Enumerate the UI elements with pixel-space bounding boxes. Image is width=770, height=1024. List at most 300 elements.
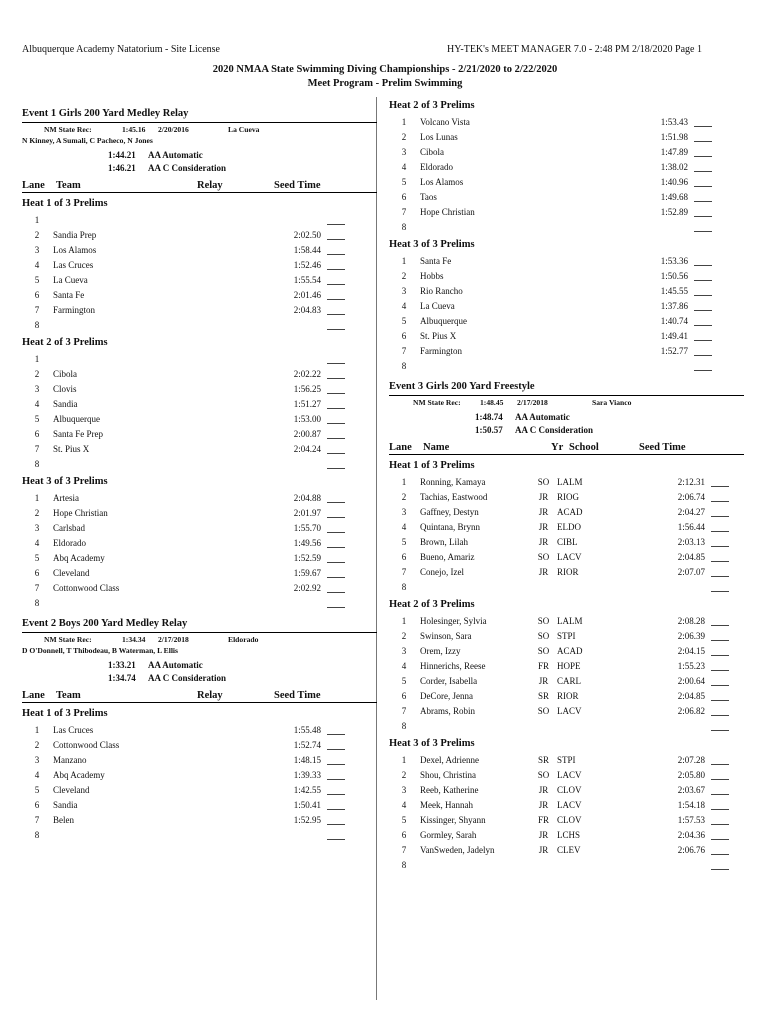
school-code: CLOV: [557, 784, 582, 795]
team-name: Hope Christian: [53, 507, 108, 518]
seed-time: 1:37.86: [660, 300, 688, 311]
swimmer-name: VanSweden, Jadelyn: [420, 844, 495, 855]
heat-label: Heat 3 of 3 Prelims: [389, 738, 475, 749]
seed-time: 1:53.00: [293, 413, 321, 424]
lane-number: 8: [34, 829, 40, 840]
team-name: Los Lunas: [420, 131, 458, 142]
seed-time: 2:02.50: [293, 229, 321, 240]
meet-title: 2020 NMAA State Swimming Diving Championships - 2/21/2020 to 2/22/2020: [212, 64, 558, 75]
header-lane: Lane: [389, 442, 412, 453]
column-headers: [22, 180, 377, 193]
standard-time: 1:34.74: [108, 673, 136, 683]
swimmer-name: Tachias, Eastwood: [420, 491, 488, 502]
record-date: 2/17/2018: [158, 635, 189, 644]
heat-label: Heat 3 of 3 Prelims: [389, 239, 475, 250]
result-blank-line: [711, 552, 729, 562]
lane-row: [22, 227, 377, 242]
team-name: Volcano Vista: [420, 116, 470, 127]
qualifying-standard: [475, 424, 744, 437]
result-blank-line: [694, 301, 712, 311]
seed-time: 1:56.44: [677, 521, 705, 532]
result-blank-line: [694, 331, 712, 341]
standard-time: 1:50.57: [475, 425, 503, 435]
lane-row: [389, 283, 744, 298]
result-blank-line: [327, 290, 345, 300]
state-record: [22, 635, 377, 644]
team-name: Manzano: [53, 754, 87, 765]
swimmer-year: SO: [537, 476, 550, 487]
record-date: 2/17/2018: [517, 398, 548, 407]
school-code: LACV: [557, 705, 582, 716]
standard-time: 1:44.21: [108, 150, 136, 160]
seed-time: 2:06.76: [677, 844, 705, 855]
record-label: NM State Rec:: [413, 398, 461, 407]
header-team: Team: [56, 180, 81, 191]
swimmer-name: Meek, Hannah: [420, 799, 473, 810]
seed-time: 2:06.39: [677, 630, 705, 641]
result-blank-line: [711, 537, 729, 547]
lane-number: 1: [401, 754, 407, 765]
team-name: Clovis: [53, 383, 77, 394]
swimmer-name: Holesinger, Sylvia: [420, 615, 487, 626]
result-blank-line: [711, 706, 729, 716]
document-title: [0, 63, 770, 91]
lane-number: 8: [34, 458, 40, 469]
team-name: Santa Fe: [420, 255, 452, 266]
lane-row: [389, 842, 744, 857]
lane-row: [389, 857, 744, 872]
team-name: Eldorado: [53, 537, 86, 548]
swimmer-name: DeCore, Jenna: [420, 690, 473, 701]
swimmer-name: Dexel, Adrienne: [420, 754, 479, 765]
seed-time: 1:52.77: [660, 345, 688, 356]
school-code: CLOV: [557, 814, 582, 825]
result-blank-line: [711, 567, 729, 577]
swimmer-name: Gaffney, Destyn: [420, 506, 479, 517]
lane-number: 3: [401, 285, 407, 296]
lane-number: 1: [401, 116, 407, 127]
lane-number: 2: [34, 507, 40, 518]
seed-time: 2:01.46: [293, 289, 321, 300]
team-name: Cibola: [53, 368, 77, 379]
record-holder: Eldorado: [228, 635, 259, 644]
lane-row: [22, 381, 377, 396]
lane-number: 3: [401, 146, 407, 157]
lane-number: 7: [34, 582, 40, 593]
header-seed-time: Seed Time: [274, 690, 321, 701]
result-blank-line: [327, 800, 345, 810]
swimmer-year: JR: [538, 799, 549, 810]
swimmer-name: Swinson, Sara: [420, 630, 472, 641]
lane-row: [389, 474, 744, 489]
team-name: Abq Academy: [53, 769, 105, 780]
swimmer-name: Ronning, Kamaya: [420, 476, 486, 487]
result-blank-line: [711, 631, 729, 641]
swimmer-year: SO: [537, 551, 550, 562]
team-name: Belen: [53, 814, 74, 825]
result-blank-line: [327, 725, 345, 735]
lane-row: [389, 129, 744, 144]
seed-time: 2:04.27: [677, 506, 705, 517]
result-blank-line: [711, 676, 729, 686]
seed-time: 2:03.67: [677, 784, 705, 795]
lane-row: [22, 737, 377, 752]
lane-row: [22, 287, 377, 302]
lane-number: 5: [34, 274, 40, 285]
seed-time: 1:52.46: [293, 259, 321, 270]
result-blank-line: [327, 598, 345, 608]
school-code: STPI: [557, 754, 576, 765]
result-blank-line: [711, 492, 729, 502]
school-code: RIOG: [557, 491, 579, 502]
result-blank-line: [694, 286, 712, 296]
seed-time: 2:00.87: [293, 428, 321, 439]
lane-number: 8: [401, 720, 407, 731]
result-blank-line: [327, 444, 345, 454]
school-code: LALM: [557, 615, 583, 626]
lane-number: 7: [401, 566, 407, 577]
lane-number: 1: [34, 353, 40, 364]
lane-row: [22, 580, 377, 595]
result-blank-line: [327, 429, 345, 439]
seed-time: 2:01.97: [293, 507, 321, 518]
lane-row: [22, 317, 377, 332]
seed-time: 1:50.56: [660, 270, 688, 281]
lane-number: 4: [401, 300, 407, 311]
standard-time: 1:33.21: [108, 660, 136, 670]
seed-time: 1:59.67: [293, 567, 321, 578]
lane-row: [389, 673, 744, 688]
lane-number: 5: [401, 675, 407, 686]
result-blank-line: [327, 399, 345, 409]
swimmer-year: SO: [537, 645, 550, 656]
seed-time: 2:07.28: [677, 754, 705, 765]
lane-row: [389, 797, 744, 812]
site-license-text: Albuquerque Academy Natatorium - Site License: [22, 44, 220, 55]
seed-time: 2:03.13: [677, 536, 705, 547]
lane-number: 5: [34, 413, 40, 424]
team-name: Las Cruces: [53, 724, 94, 735]
lane-number: 1: [34, 724, 40, 735]
result-blank-line: [694, 316, 712, 326]
result-blank-line: [694, 256, 712, 266]
lane-number: 4: [34, 537, 40, 548]
lane-number: 4: [34, 259, 40, 270]
seed-time: 1:42.55: [293, 784, 321, 795]
seed-time: 1:52.74: [293, 739, 321, 750]
result-blank-line: [327, 740, 345, 750]
lane-number: 6: [401, 829, 407, 840]
lane-row: [22, 302, 377, 317]
event-title: Event 2 Boys 200 Yard Medley Relay: [22, 618, 377, 633]
lane-number: 5: [34, 784, 40, 795]
lane-row: [389, 328, 744, 343]
lane-row: [389, 564, 744, 579]
lane-number: 8: [401, 360, 407, 371]
result-blank-line: [711, 815, 729, 825]
lane-number: 1: [401, 476, 407, 487]
seed-time: 1:52.95: [293, 814, 321, 825]
swimmer-year: JR: [538, 521, 549, 532]
team-name: Cottonwood Class: [53, 582, 120, 593]
lane-number: 2: [34, 739, 40, 750]
lane-row: [389, 812, 744, 827]
lane-row: [389, 703, 744, 718]
lane-number: 6: [401, 690, 407, 701]
team-name: Farmington: [53, 304, 95, 315]
swimmer-year: JR: [538, 506, 549, 517]
result-blank-line: [327, 815, 345, 825]
seed-time: 1:40.96: [660, 176, 688, 187]
result-blank-line: [694, 192, 712, 202]
lane-row: [389, 174, 744, 189]
lane-row: [22, 441, 377, 456]
lane-row: [22, 520, 377, 535]
lane-row: [389, 504, 744, 519]
result-blank-line: [694, 207, 712, 217]
heat-label: Heat 2 of 3 Prelims: [389, 599, 475, 610]
result-blank-line: [327, 215, 345, 225]
team-name: Cleveland: [53, 567, 90, 578]
lane-row: [22, 505, 377, 520]
team-name: Sandia Prep: [53, 229, 97, 240]
lane-number: 2: [401, 131, 407, 142]
qualifying-standard: [108, 659, 377, 672]
result-blank-line: [694, 147, 712, 157]
record-time: 1:45.16: [122, 125, 146, 134]
team-name: Hobbs: [420, 270, 444, 281]
column-headers: [389, 442, 744, 455]
team-name: Las Cruces: [53, 259, 94, 270]
team-name: Cleveland: [53, 784, 90, 795]
school-code: LACV: [557, 551, 582, 562]
school-code: LALM: [557, 476, 583, 487]
seed-time: 1:48.15: [293, 754, 321, 765]
record-swimmers: N Kinney, A Sumali, C Pacheco, N Jones: [22, 136, 153, 145]
seed-time: 1:55.48: [293, 724, 321, 735]
lane-row: [22, 490, 377, 505]
swimmer-year: SO: [537, 705, 550, 716]
record-label: NM State Rec:: [44, 125, 92, 134]
lane-row: [389, 613, 744, 628]
seed-time: 2:05.80: [677, 769, 705, 780]
heat-label: Heat 1 of 3 Prelims: [22, 708, 108, 719]
lane-row: [389, 144, 744, 159]
lane-row: [389, 782, 744, 797]
result-blank-line: [694, 346, 712, 356]
school-code: LACV: [557, 799, 582, 810]
team-name: La Cueva: [53, 274, 88, 285]
lane-number: 6: [34, 799, 40, 810]
header-lane: Lane: [22, 690, 45, 701]
seed-time: 1:38.02: [660, 161, 688, 172]
header-seed-time: Seed Time: [274, 180, 321, 191]
school-code: CIBL: [557, 536, 578, 547]
result-blank-line: [711, 721, 729, 731]
left-column: [22, 98, 377, 842]
lane-row: [22, 752, 377, 767]
result-blank-line: [327, 230, 345, 240]
result-blank-line: [327, 583, 345, 593]
lane-row: [389, 643, 744, 658]
lane-number: 1: [401, 255, 407, 266]
swimmer-year: SR: [537, 690, 549, 701]
lane-number: 2: [401, 630, 407, 641]
lane-row: [389, 159, 744, 174]
seed-time: 2:06.74: [677, 491, 705, 502]
lane-row: [22, 366, 377, 381]
event-title: Event 3 Girls 200 Yard Freestyle: [389, 381, 744, 396]
swimmer-year: FR: [537, 660, 549, 671]
swimmer-name: Kissinger, Shyann: [420, 814, 486, 825]
standard-label: AA Automatic: [148, 660, 203, 670]
school-code: RIOR: [557, 566, 579, 577]
swimmer-name: Conejo, Izel: [420, 566, 464, 577]
lane-row: [22, 827, 377, 842]
result-blank-line: [711, 830, 729, 840]
lane-number: 2: [401, 769, 407, 780]
seed-time: 2:04.88: [293, 492, 321, 503]
lane-row: [22, 535, 377, 550]
lane-row: [389, 253, 744, 268]
lane-number: 6: [34, 428, 40, 439]
swimmer-year: JR: [538, 675, 549, 686]
result-blank-line: [327, 260, 345, 270]
result-blank-line: [327, 755, 345, 765]
lane-number: 7: [34, 814, 40, 825]
result-blank-line: [711, 661, 729, 671]
lane-number: 7: [401, 206, 407, 217]
standard-time: 1:46.21: [108, 163, 136, 173]
swimmer-year: JR: [538, 566, 549, 577]
swimmer-year: SO: [537, 615, 550, 626]
lane-number: 8: [401, 859, 407, 870]
result-blank-line: [694, 132, 712, 142]
seed-time: 1:56.25: [293, 383, 321, 394]
lane-number: 7: [34, 304, 40, 315]
lane-row: [22, 565, 377, 580]
lane-row: [389, 827, 744, 842]
result-blank-line: [711, 646, 729, 656]
lane-row: [22, 351, 377, 366]
result-blank-line: [711, 755, 729, 765]
result-blank-line: [327, 459, 345, 469]
lane-number: 2: [401, 270, 407, 281]
record-time: 1:34.34: [122, 635, 146, 644]
result-blank-line: [327, 320, 345, 330]
page-header: [22, 44, 702, 55]
lane-row: [22, 396, 377, 411]
lane-number: 3: [401, 784, 407, 795]
swimmer-name: Gormley, Sarah: [420, 829, 477, 840]
lane-row: [22, 456, 377, 471]
header-name: Name: [423, 442, 450, 453]
heat-label: Heat 2 of 3 Prelims: [22, 337, 108, 348]
record-date: 2/20/2016: [158, 125, 189, 134]
lane-number: 3: [401, 506, 407, 517]
seed-time: 2:04.15: [677, 645, 705, 656]
lane-row: [389, 767, 744, 782]
lane-number: 6: [401, 551, 407, 562]
swimmer-name: Bueno, Amariz: [420, 551, 475, 562]
team-name: Sandia: [53, 799, 78, 810]
result-blank-line: [327, 770, 345, 780]
team-name: Taos: [420, 191, 437, 202]
lane-number: 7: [401, 705, 407, 716]
team-name: Rio Rancho: [420, 285, 463, 296]
lane-row: [389, 579, 744, 594]
result-blank-line: [327, 538, 345, 548]
seed-time: 2:07.07: [677, 566, 705, 577]
lane-row: [22, 426, 377, 441]
team-name: Albuquerque: [53, 413, 100, 424]
result-blank-line: [711, 616, 729, 626]
lane-number: 6: [34, 289, 40, 300]
lane-row: [389, 343, 744, 358]
standard-label: AA C Consideration: [148, 163, 227, 173]
team-name: St. Pius X: [420, 330, 457, 341]
result-blank-line: [327, 830, 345, 840]
school-code: CARL: [557, 675, 582, 686]
lane-number: 3: [401, 645, 407, 656]
lane-number: 5: [401, 176, 407, 187]
school-code: LACV: [557, 769, 582, 780]
heat-label: Heat 2 of 3 Prelims: [389, 100, 475, 111]
lane-number: 4: [34, 398, 40, 409]
seed-time: 1:52.89: [660, 206, 688, 217]
seed-time: 1:57.53: [677, 814, 705, 825]
state-record: [389, 398, 744, 407]
lane-row: [22, 797, 377, 812]
record-label: NM State Rec:: [44, 635, 92, 644]
result-blank-line: [327, 508, 345, 518]
standard-label: AA Automatic: [515, 412, 570, 422]
team-name: Santa Fe Prep: [53, 428, 103, 439]
lane-row: [389, 628, 744, 643]
lane-row: [22, 550, 377, 565]
lane-row: [389, 189, 744, 204]
lane-row: [389, 688, 744, 703]
seed-time: 1:47.89: [660, 146, 688, 157]
lane-number: 2: [34, 368, 40, 379]
result-blank-line: [711, 477, 729, 487]
result-blank-line: [694, 222, 712, 232]
lane-row: [22, 257, 377, 272]
lane-number: 8: [401, 221, 407, 232]
seed-time: 1:49.41: [660, 330, 688, 341]
team-name: Santa Fe: [53, 289, 85, 300]
seed-time: 1:53.43: [660, 116, 688, 127]
lane-number: 4: [34, 769, 40, 780]
standard-label: AA Automatic: [148, 150, 203, 160]
result-blank-line: [327, 414, 345, 424]
result-blank-line: [711, 507, 729, 517]
result-blank-line: [711, 800, 729, 810]
team-name: Artesia: [53, 492, 79, 503]
swimmer-name: Orem, Izzy: [420, 645, 461, 656]
result-blank-line: [327, 245, 345, 255]
seed-time: 2:08.28: [677, 615, 705, 626]
seed-time: 2:04.36: [677, 829, 705, 840]
lane-number: 8: [401, 581, 407, 592]
lane-number: 1: [34, 214, 40, 225]
lane-row: [22, 767, 377, 782]
swimmer-name: Corder, Isabella: [420, 675, 478, 686]
school-code: ELDO: [557, 521, 581, 532]
team-name: Eldorado: [420, 161, 453, 172]
swimmer-name: Shou, Christina: [420, 769, 477, 780]
team-name: Albuquerque: [420, 315, 467, 326]
